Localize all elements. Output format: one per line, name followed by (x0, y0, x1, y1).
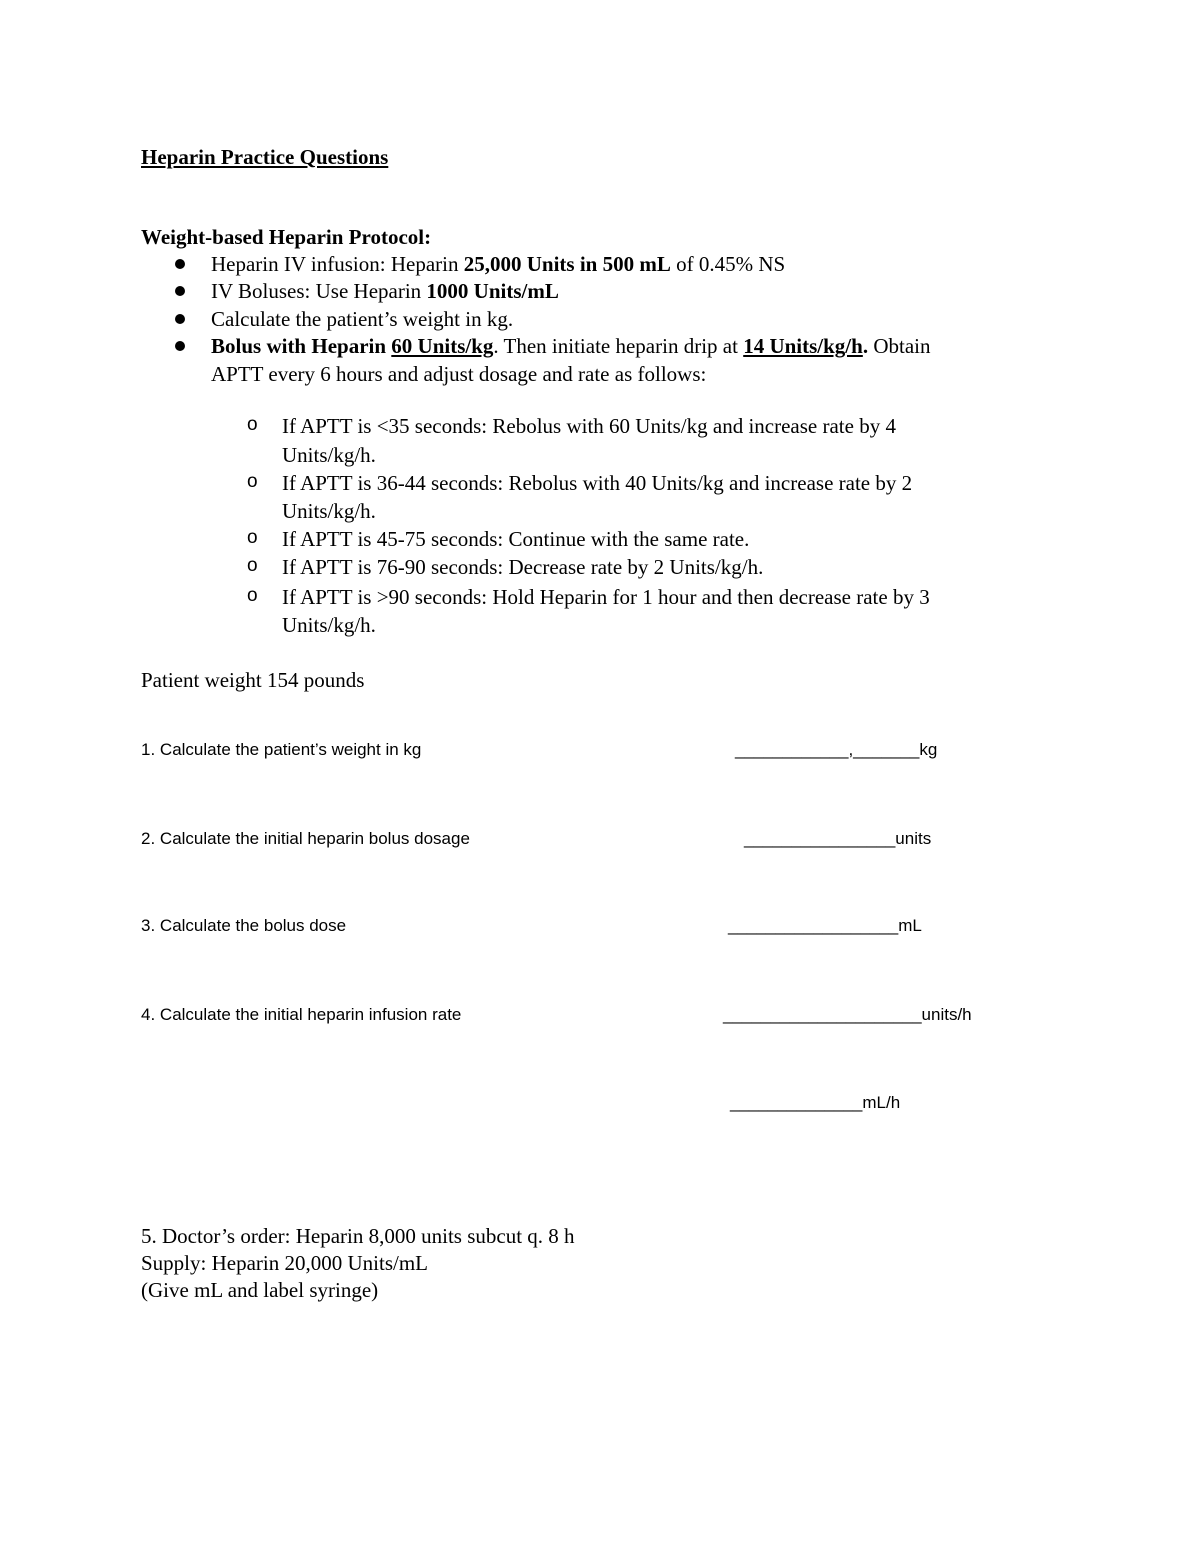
aptt-rule-1: If APTT is <35 seconds: Rebolus with 60 Units/kg and increase rate by 4 (282, 414, 896, 438)
sub-bullet-marker: o (247, 555, 258, 576)
question-3: 3. Calculate the bolus dose (141, 916, 347, 935)
aptt-rule-3: If APTT is 45-75 seconds: Continue with the same rate. (282, 527, 750, 551)
question-5-instruction: (Give mL and label syringe) (141, 1278, 379, 1302)
protocol-bullet-1: Heparin IV infusion: Heparin 25,000 Units in 500 mL of 0.45% NS (211, 252, 786, 276)
question-5-supply: Supply: Heparin 20,000 Units/mL (141, 1251, 428, 1275)
bullet-dot (175, 314, 185, 324)
protocol-bullet-4-line2: APTT every 6 hours and adjust dosage and rate as follows: (211, 362, 707, 386)
protocol-bullet-4: Bolus with Heparin 60 Units/kg. Then initiate heparin drip at 14 Units/kg/h. Obtain (211, 334, 931, 358)
bullet-dot (175, 341, 185, 351)
question-5-order: 5. Doctor’s order: Heparin 8,000 units subcut q. 8 h (141, 1224, 575, 1248)
answer-blank-4b[interactable]: ______________mL/h (730, 1093, 901, 1112)
answer-blank-1[interactable]: ____________,_______kg (735, 740, 938, 759)
bullet-dot (175, 286, 185, 296)
sub-bullet-marker: o (247, 585, 258, 606)
answer-blank-4[interactable]: _____________________units/h (723, 1005, 972, 1024)
answer-blank-2[interactable]: ________________units (744, 829, 932, 848)
question-2: 2. Calculate the initial heparin bolus dosage (141, 829, 470, 848)
aptt-rule-5-line2: Units/kg/h. (282, 613, 376, 637)
sub-bullet-marker: o (247, 527, 258, 548)
aptt-rule-4: If APTT is 76-90 seconds: Decrease rate by 2 Units/kg/h. (282, 555, 764, 579)
question-1: 1. Calculate the patient’s weight in kg (141, 740, 422, 759)
aptt-rule-2: If APTT is 36-44 seconds: Rebolus with 40 Units/kg and increase rate by 2 (282, 471, 913, 495)
aptt-rule-5: If APTT is >90 seconds: Hold Heparin for 1 hour and then decrease rate by 3 (282, 585, 930, 609)
answer-blank-3[interactable]: __________________mL (728, 916, 922, 935)
sub-bullet-marker: o (247, 471, 258, 492)
page-title: Heparin Practice Questions (141, 145, 389, 169)
aptt-rule-1-line2: Units/kg/h. (282, 443, 376, 467)
protocol-bullet-3: Calculate the patient’s weight in kg. (211, 307, 514, 331)
sub-bullet-marker: o (247, 414, 258, 435)
protocol-heading: Weight-based Heparin Protocol: (141, 225, 432, 249)
aptt-rule-2-line2: Units/kg/h. (282, 499, 376, 523)
protocol-bullet-2: IV Boluses: Use Heparin 1000 Units/mL (211, 279, 559, 303)
patient-weight: Patient weight 154 pounds (141, 668, 365, 692)
bullet-dot (175, 259, 185, 269)
question-4: 4. Calculate the initial heparin infusion rate (141, 1005, 462, 1024)
